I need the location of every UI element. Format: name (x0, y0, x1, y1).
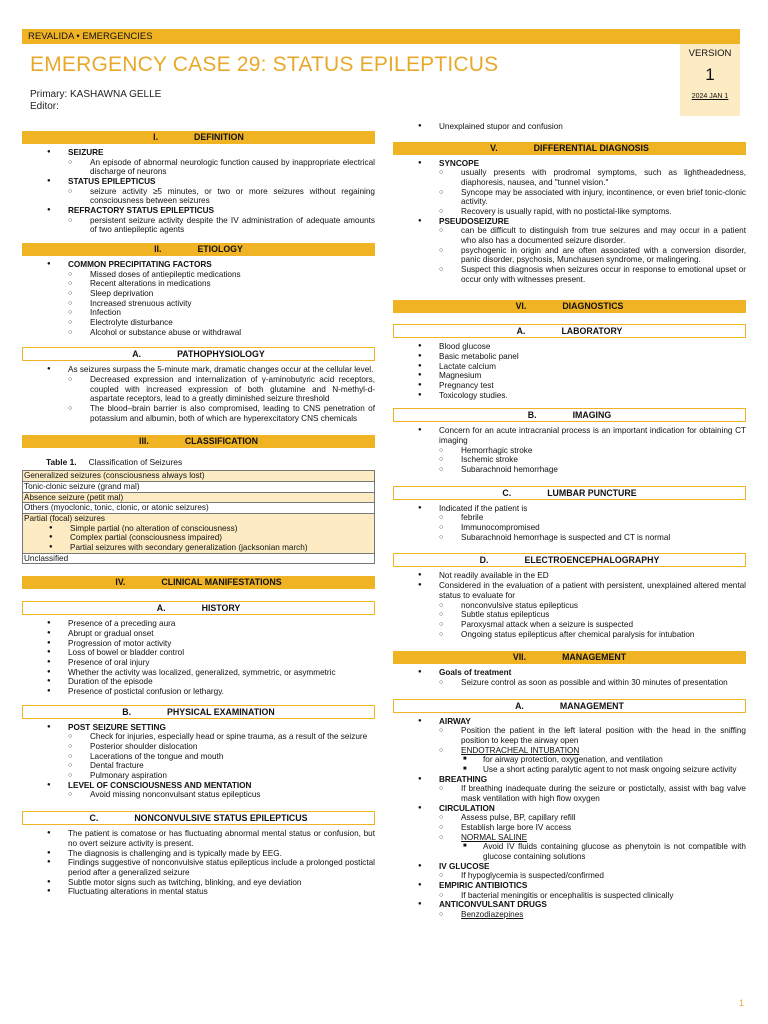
table-row (23, 492, 375, 503)
section-title: HISTORY (201, 603, 241, 614)
list-item: ● Lactate calcium (393, 362, 746, 372)
list-item: ○ Increased strenuous activity (68, 299, 375, 309)
list-item: ○ Posterior shoulder dislocation (68, 742, 375, 752)
list-item: ○ Subarachnoid hemorrhage (439, 465, 746, 475)
section-number: B. (527, 410, 537, 421)
paragraph: Indicated if the patient is (439, 503, 528, 513)
list-item: ○ Lacerations of the tongue and mouth (68, 752, 375, 762)
term: COMMON PRECIPITATING FACTORS (68, 260, 212, 270)
section-number: IV. (115, 577, 126, 588)
term: LEVEL OF CONSCIOUSNESS AND MENTATION (68, 780, 252, 790)
list-item: ○ Electrolyte disturbance (68, 318, 375, 328)
list-item: ○ Infection (68, 308, 375, 318)
list-item (439, 833, 746, 862)
primary-author: Primary: KASHAWNA GELLE (30, 89, 162, 100)
term: STATUS EPILEPTICUS (68, 177, 156, 187)
list-item: ● Complex partial (consciousness impaired) (24, 533, 373, 543)
subsection-nonconvulsive-se (22, 811, 375, 825)
list-item: ● Whether the activity was localized, generalized, symmetric, or asymmetric (22, 668, 375, 678)
subsection-history (22, 601, 375, 615)
subsection-management (393, 699, 746, 713)
list-item (393, 426, 746, 474)
breadcrumb: REVALIDA • EMERGENCIES (28, 31, 153, 42)
subsection-pathophysiology (22, 347, 375, 361)
section-title: PHYSICAL EXAMINATION (167, 706, 275, 717)
paragraph: Concern for an acute intracranial process is an important indication for obtaining CT imaging (439, 426, 746, 446)
list-item: ○ If bacterial meningitis or encephalitis is suspected clinically (439, 891, 746, 901)
term: CIRCULATION (439, 803, 495, 813)
section-number: VI. (515, 301, 527, 312)
subsection-physical-examination (22, 705, 375, 719)
list-item: ○ An episode of abnormal neurologic function caused by inappropriate electrical discharge of neurons (68, 158, 375, 177)
list-item: ○ Position the patient in the left lateral position with the head in the sniffing position to keep the airway open (439, 726, 746, 745)
section-title: MANAGEMENT (562, 652, 627, 663)
section-title: NONCONVULSIVE STATUS EPILEPTICUS (134, 813, 308, 824)
section-number: A. (516, 326, 526, 337)
list-item: ■ Use a short acting paralytic agent to not mask ongoing seizure activity (461, 765, 746, 775)
list-item: ○ seizure activity ≥5 minutes, or two or more seizures without regaining consciousness between seizures (68, 187, 375, 206)
section-title: LUMBAR PUNCTURE (547, 487, 637, 498)
section-number: A. (132, 349, 142, 360)
list-item: ○ Recovery is usually rapid, with no postictal-like symptoms. (439, 207, 746, 217)
list-item: ○ Paroxysmal attack when a seizure is suspected (439, 620, 746, 630)
list-item (393, 668, 746, 687)
list-item: ○ The blood–brain barrier is also compromised, leading to CNS penetration of potassium and albumin, both of which are hyperexcitatory CNS chemicals (68, 404, 375, 423)
list-item: ○ Syncope may be associated with injury, incontinence, or even brief tonic-clonic activity. (439, 188, 746, 207)
list-item: ● Not readily available in the ED (393, 571, 746, 581)
list-item: ○ Dental fracture (68, 761, 375, 771)
list-item: ○ can be difficult to distinguish from true seizures and may occur in a patient who also has a documented seizure disorder. (439, 226, 746, 245)
list-item (393, 159, 746, 217)
list-item: ○ Ischemic stroke (439, 455, 746, 465)
term: EMPIRIC ANTIBIOTICS (439, 880, 528, 890)
version-number: 1 (705, 65, 715, 85)
list-item: ● Unexplained stupor and confusion (393, 122, 746, 132)
section-title: CLINICAL MANIFESTATIONS (161, 577, 282, 588)
list-item: ● Basic metabolic panel (393, 352, 746, 362)
section-number: I. (153, 132, 159, 142)
section-title: CLASSIFICATION (184, 436, 258, 447)
term: AIRWAY (439, 716, 471, 726)
list-item: ● Blood glucose (393, 342, 746, 352)
list-item: ● Duration of the episode (22, 677, 375, 687)
list-item: ○ Sleep deprivation (68, 289, 375, 299)
list-item: ○ Recent alterations in medications (68, 279, 375, 289)
right-column (393, 120, 746, 920)
list-item: ● Fluctuating alterations in mental status (22, 887, 375, 897)
subsection-laboratory (393, 324, 746, 338)
partial-heading: Partial (focal) seizures (24, 514, 105, 524)
section-title: MANAGEMENT (559, 700, 624, 711)
section-definition (22, 131, 375, 144)
list-item: ■ for airway protection, oxygenation, and ventilation (461, 755, 746, 765)
section-etiology (22, 243, 375, 256)
list-item: ○ Check for injuries, especially head or spine trauma, as a result of the seizure (68, 732, 375, 742)
list-item: ● Presence of oral injury (22, 658, 375, 668)
table-caption (46, 458, 375, 468)
list-item: ● Presence of a preceding aura (22, 619, 375, 629)
section-number: C. (502, 487, 512, 498)
list-item: ○ Hemorrhagic stroke (439, 446, 746, 456)
section-number: V. (490, 142, 498, 153)
list-item: ○ Seizure control as soon as possible and within 30 minutes of presentation (439, 678, 746, 688)
list-item: ● Magnesium (393, 371, 746, 381)
list-item: ● Presence of postictal confusion or lethargy. (22, 687, 375, 697)
list-item: ● Loss of bowel or bladder control (22, 648, 375, 658)
list-item (393, 217, 746, 285)
term: REFRACTORY STATUS EPILEPTICUS (68, 206, 215, 216)
table-row (23, 482, 375, 493)
section-number: A. (515, 700, 524, 711)
section-number: A. (156, 603, 166, 614)
section-management (393, 651, 746, 664)
list-item: ○ Subarachnoid hemorrhage is suspected and CT is normal (439, 533, 746, 543)
table-cell: Others (myoclonic, tonic, clonic, or atonic seizures) (23, 503, 375, 514)
list-item: ● Partial seizures with secondary generalization (jacksonian march) (24, 543, 373, 553)
section-number: C. (89, 813, 99, 824)
list-item: ● The patient is comatose or has fluctuating abnormal mental status or confusion, but no overt seizure activity is present. (22, 829, 375, 848)
section-title: LABORATORY (561, 326, 623, 337)
section-title: ETIOLOGY (197, 244, 243, 255)
term: ANTICONVULSANT DRUGS (439, 900, 547, 910)
list-item: ● Toxicology studies. (393, 391, 746, 401)
table-row (23, 471, 375, 482)
list-item (439, 746, 746, 775)
list-item: ○ Assess pulse, BP, capillary refill (439, 813, 746, 823)
section-diagnostics (393, 300, 746, 313)
term: Benzodiazepines (461, 909, 524, 919)
list-item: ○ psychogenic in origin and are often associated with a conversion disorder, panic disorder, psychosis, Munchausen syndrome, or malingering. (439, 246, 746, 265)
list-item: ○ If breathing inadequate during the seizure or postictally, assist with bag valve mask ventilation with high flow oxygen (439, 784, 746, 803)
list-item (393, 581, 746, 639)
list-item: ● Pregnancy test (393, 381, 746, 391)
list-item: ○ Missed doses of antiepileptic medications (68, 270, 375, 280)
list-item: ○ febrile (439, 513, 746, 523)
subsection-eeg (393, 553, 746, 567)
section-number: III. (139, 436, 149, 447)
version-date: 2024 JAN 1 (691, 93, 729, 101)
list-item: ○ nonconvulsive status epilepticus (439, 601, 746, 611)
page-title: EMERGENCY CASE 29: STATUS EPILEPTICUS (30, 53, 499, 76)
list-item (393, 775, 746, 804)
table-cell: Tonic-clonic seizure (grand mal) (23, 482, 375, 493)
section-title: ELECTROENCEPHALOGRAPHY (524, 555, 660, 566)
list-item: ○ Ongoing status epilepticus after chemical paralysis for intubation (439, 630, 746, 640)
page-number: 1 (739, 998, 745, 1008)
version-label: VERSION (688, 48, 732, 59)
term: BREATHING (439, 774, 488, 784)
list-item: ● Progression of motor activity (22, 639, 375, 649)
list-item (22, 365, 375, 423)
list-item (393, 717, 746, 775)
section-title: DIAGNOSTICS (562, 301, 624, 312)
list-item: ● Findings suggestive of nonconvulsive status epilepticus include a prolonged postictal period after a generalized seizure (22, 858, 375, 877)
table-row (23, 514, 375, 554)
table-cell: Generalized seizures (consciousness always lost) (23, 471, 375, 482)
subsection-lumbar-puncture (393, 486, 746, 500)
term: POST SEIZURE SETTING (68, 722, 166, 732)
term: SEIZURE (68, 148, 104, 157)
classification-table (22, 470, 375, 564)
list-item: ○ Immunocompromised (439, 523, 746, 533)
list-item (22, 781, 375, 800)
section-number: VII. (512, 652, 527, 663)
list-item: ● The diagnosis is challenging and is typically made by EEG. (22, 849, 375, 859)
term: Goals of treatment (439, 668, 512, 678)
table-cell: Unclassified (23, 553, 375, 564)
list-item: ● Simple partial (no alteration of consciousness) (24, 524, 373, 534)
list-item: ○ Pulmonary aspiration (68, 771, 375, 781)
section-title: PATHOPHYSIOLOGY (177, 349, 265, 360)
subsection-imaging (393, 408, 746, 422)
term: IV GLUCOSE (439, 861, 490, 871)
table-row (23, 503, 375, 514)
paragraph: As seizures surpass the 5-minute mark, dramatic changes occur at the cellular level. (68, 365, 374, 375)
editor-label: Editor: (30, 101, 59, 112)
breadcrumb-bar (22, 29, 740, 44)
list-item: ○ Avoid missing nonconvulsant status epilepticus (68, 790, 375, 800)
section-title: DIFFERENTIAL DIAGNOSIS (533, 142, 649, 153)
list-item (22, 723, 375, 781)
list-item: ○ Suspect this diagnosis when seizures occur in response to emotional upset or occur only with witnesses present. (439, 265, 746, 284)
list-item (393, 504, 746, 543)
section-number: D. (479, 555, 489, 566)
list-item: ■ Avoid IV fluids containing glucose as phenytoin is not compatible with glucose containing solutions (461, 842, 746, 861)
section-number: B. (122, 706, 132, 717)
list-item: ● Abrupt or gradual onset (22, 629, 375, 639)
left-column (22, 120, 375, 897)
list-item (393, 900, 746, 919)
term: ENDOTRACHEAL INTUBATION (461, 745, 580, 755)
table-label: Table 1. (46, 457, 77, 468)
term: SYNCOPE (439, 158, 480, 168)
table-row (23, 553, 375, 564)
paragraph: Considered in the evaluation of a patient with persistent, unexplained altered mental status to evaluate for (439, 581, 746, 600)
table-title: Classification of Seizures (88, 457, 183, 468)
list-item (22, 177, 375, 206)
list-item (22, 260, 375, 337)
term: NORMAL SALINE (461, 832, 528, 842)
list-item: ● Subtle motor signs such as twitching, blinking, and eye deviation (22, 878, 375, 888)
list-item (393, 881, 746, 900)
list-item: ○ Alcohol or substance abuse or withdrawal (68, 328, 375, 338)
list-item: ○ Decreased expression and internalization of γ-aminobutyric acid receptors, coupled with increased expression of both glutamine and N-methyl-d-aspartate receptors, lead to a greatly diminished seizure threshold (68, 375, 375, 404)
list-item (22, 206, 375, 235)
list-item: ○ usually presents with prodromal symptoms, such as lightheadedness, diaphoresis, nausea, and "tunnel vision." (439, 168, 746, 187)
section-number: II. (154, 244, 162, 255)
section-classification (22, 435, 375, 448)
list-item: ○ Subtle status epilepticus (439, 610, 746, 620)
list-item (439, 910, 746, 920)
section-clinical-manifestations (22, 576, 375, 589)
term: PSEUDOSEIZURE (439, 216, 510, 226)
section-title: DEFINITION (194, 132, 244, 142)
list-item: ○ persistent seizure activity despite the IV administration of adequate amounts of two antiepileptic agents (68, 216, 375, 235)
list-item (393, 804, 746, 862)
table-cell: Absence seizure (petit mal) (23, 492, 375, 503)
list-item: ○ Establish large bore IV access (439, 823, 746, 833)
section-title: IMAGING (572, 410, 612, 421)
list-item: ○ If hypoglycemia is suspected/confirmed (439, 871, 746, 881)
section-differential-diagnosis (393, 142, 746, 155)
version-box (680, 44, 740, 116)
list-item (393, 862, 746, 881)
table-cell (23, 514, 375, 554)
list-item (22, 148, 375, 177)
